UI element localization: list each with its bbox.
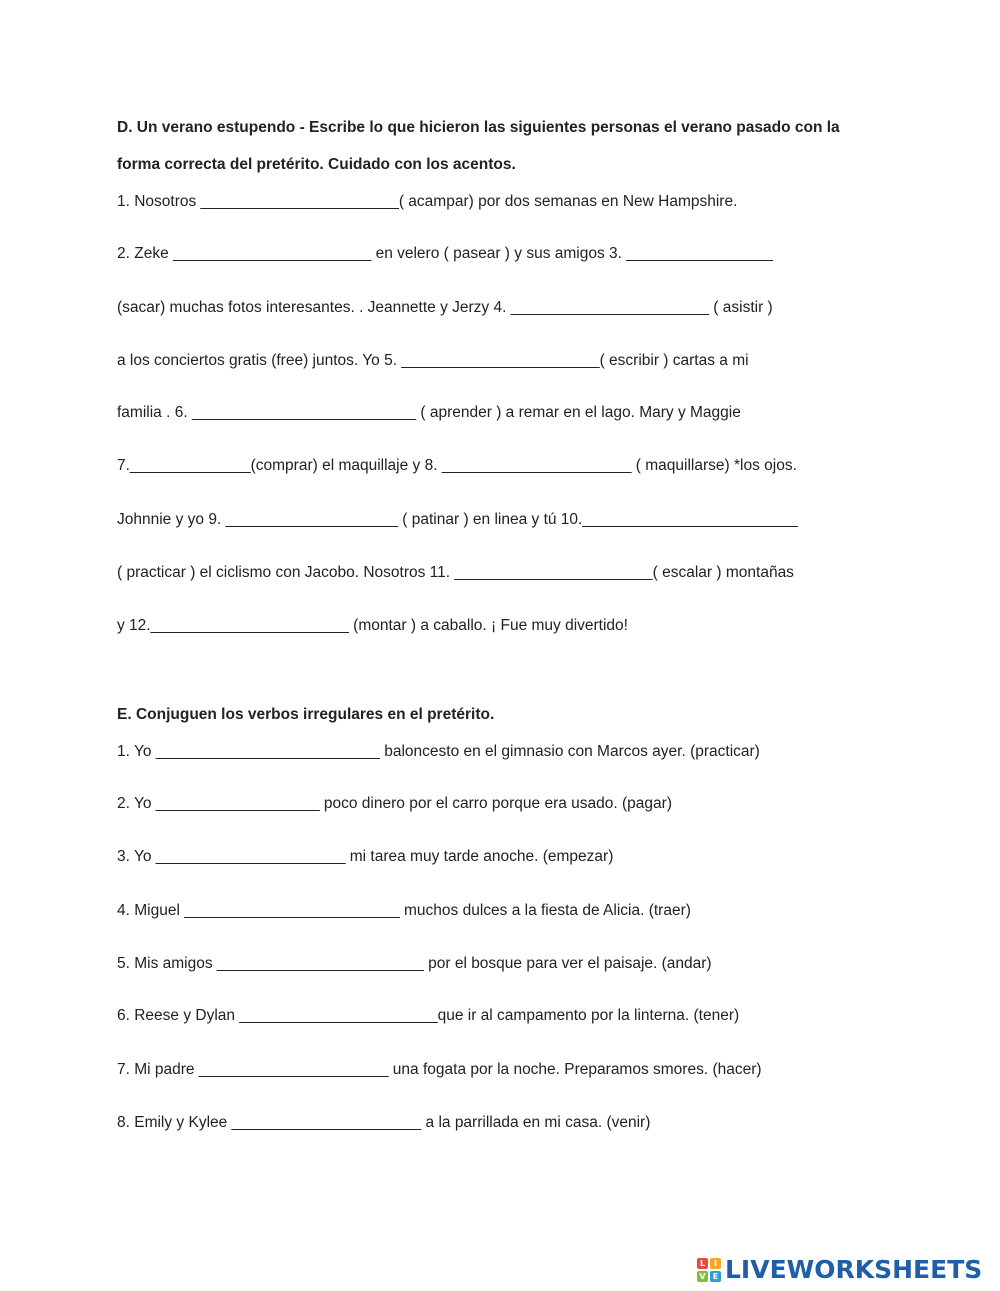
- section-e-line-8: 8. Emily y Kylee ______________________ a la parrillada en mi casa. (venir): [117, 1114, 651, 1131]
- section-d-heading-line1: D. Un verano estupendo - Escribe lo que hicieron las siguientes personas el verano pasado con la: [117, 119, 840, 136]
- section-e-line-1: 1. Yo __________________________ baloncesto en el gimnasio con Marcos ayer. (practicar): [117, 743, 760, 760]
- section-d-line-3: (sacar) muchas fotos interesantes. . Jeannette y Jerzy 4. _______________________ ( asistir ): [117, 299, 773, 316]
- logo-text: LIVEWORKSHEETS: [725, 1255, 983, 1284]
- section-d-line-4: a los conciertos gratis (free) juntos. Yo 5. _______________________( escribir ) cartas a mi: [117, 352, 749, 369]
- section-d-line-9: y 12._______________________ (montar ) a caballo. ¡ Fue muy divertido!: [117, 617, 628, 634]
- section-d-line-8: ( practicar ) el ciclismo con Jacobo. Nosotros 11. _______________________( escalar ) montañas: [117, 564, 794, 581]
- section-d-line-6: 7.______________(comprar) el maquillaje y 8. ______________________ ( maquillarse) *los ojos.: [117, 457, 797, 474]
- logo-cell-l: L: [697, 1258, 708, 1269]
- section-e-line-2: 2. Yo ___________________ poco dinero por el carro porque era usado. (pagar): [117, 795, 672, 812]
- logo-icon: [697, 1258, 721, 1282]
- section-e-heading: E. Conjuguen los verbos irregulares en el pretérito.: [117, 706, 495, 723]
- section-d-line-1: 1. Nosotros _______________________( acampar) por dos semanas en New Hampshire.: [117, 193, 738, 210]
- section-d-line-5: familia . 6. __________________________ ( aprender ) a remar en el lago. Mary y Maggie: [117, 404, 741, 421]
- section-d-line-2: 2. Zeke _______________________ en velero ( pasear ) y sus amigos 3. _________________: [117, 245, 773, 262]
- logo-cell-i: I: [710, 1258, 721, 1269]
- section-e-line-3: 3. Yo ______________________ mi tarea muy tarde anoche. (empezar): [117, 848, 614, 865]
- logo-cell-v: V: [697, 1271, 708, 1282]
- section-e-line-4: 4. Miguel _________________________ muchos dulces a la fiesta de Alicia. (traer): [117, 902, 691, 919]
- logo-cell-e: E: [710, 1271, 721, 1282]
- section-e-line-7: 7. Mi padre ______________________ una fogata por la noche. Preparamos smores. (hacer): [117, 1061, 762, 1078]
- section-d-heading-line2: forma correcta del pretérito. Cuidado con los acentos.: [117, 156, 516, 173]
- liveworksheets-logo: [697, 1255, 982, 1285]
- section-d-line-7: Johnnie y yo 9. ____________________ ( patinar ) en linea y tú 10._________________________: [117, 511, 798, 528]
- section-e-line-6: 6. Reese y Dylan _______________________que ir al campamento por la linterna. (tener): [117, 1007, 740, 1024]
- section-e-line-5: 5. Mis amigos ________________________ por el bosque para ver el paisaje. (andar): [117, 955, 712, 972]
